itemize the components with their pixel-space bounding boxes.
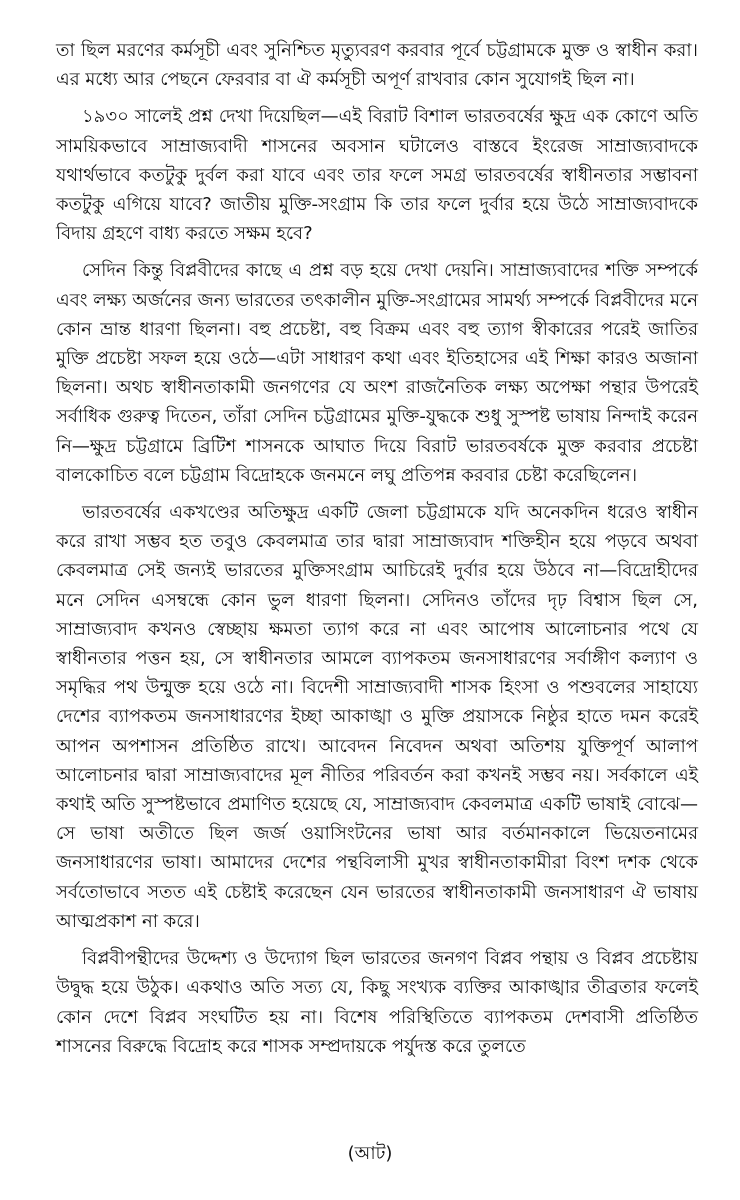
paragraph-1: তা ছিল মরণের কর্মসূচী এবং সুনিশ্চিত মৃত্যুবরণ করবার পূর্বে চট্টগ্রামকে মুক্ত ও স্বাধীন করা। এর মধ্যে আর পেছনে ফেরবার বা ঐ কর্মসূচী অপূর্ণ রাখবার কোন সুযোগই ছিল না। [56,40,698,91]
paragraph-3: সেদিন কিন্তু বিপ্লবীদের কাছে এ প্রশ্ন বড় হয়ে দেখা দেয়নি। সাম্রাজ্যবাদের শক্তি সম্পর্কে এবং লক্ষ্য অর্জনের জন্য ভারতের তৎকালীন মুক্তি-সংগ্রামের সামর্থ্য সম্পর্কে বিপ্লবীদের মনে কোন ভ্রান্ত ধারণা ছিলনা। বহু প্রচেষ্টা, বহু বিক্রম এবং বহু ত্যাগ স্বীকারের পরেই জাতির মুক্তি প্রচেষ্টা সফল হয়ে ওঠে—এটা সাধারণ কথা এবং ইতিহাসের এই শিক্ষা কারও অজানা ছিলনা। অথচ স্বাধীনতাকামী জনগণের যে অংশ রাজনৈতিক লক্ষ্য অপেক্ষা পন্থার উপরেই সর্বাধিক গুরুত্ব দিতেন, তাঁরা সেদিন চট্টগ্রামের মুক্তি-যুদ্ধকে শুধু সুস্পষ্ট ভাষায় নিন্দাই করেন নি—ক্ষুদ্র চট্টগ্রামে ব্রিটিশ শাসনকে আঘাত দিয়ে বিরাট ভারতবর্ষকে মুক্ত করবার প্রচেষ্টা বালকোচিত বলে চট্টগ্রাম বিদ্রোহকে জনমনে লঘু প্রতিপন্ন করবার চেষ্টা করেছিলেন। [56,260,698,486]
paragraph-2: ১৯৩০ সালেই প্রশ্ন দেখা দিয়েছিল—এই বিরাট বিশাল ভারতবর্ষের ক্ষুদ্র এক কোণে অতি সাময়িকভাবে সাম্রাজ্যবাদী শাসনের অবসান ঘটালেও বাস্তবে ইংরেজ সাম্রাজ্যবাদকে যথার্থভাবে কতটুকু দুর্বল করা যাবে এবং তার ফলে সমগ্র ভারতবর্ষের স্বাধীনতার সম্ভাবনা কতটুকু এগিয়ে যাবে? জাতীয় মুক্তি-সংগ্রাম কি তার ফলে দুর্বার হয়ে উঠে সাম্রাজ্যবাদকে বিদায় গ্রহণে বাধ্য করতে সক্ষম হবে? [56,106,698,245]
body-text [56,36,698,1061]
page-number: (আট) [347,1143,393,1164]
paragraph-5: বিপ্লবীপন্থীদের উদ্দেশ্য ও উদ্যোগ ছিল ভারতের জনগণ বিপ্লব পন্থায় ও বিপ্লব প্রচেষ্টায় উদ্বুদ্ধ হয়ে উঠুক। একথাও অতি সত্য যে, কিছু সংখ্যক ব্যক্তির আকাঙ্খার তীব্রতার ফলেই কোন দেশে বিপ্লব সংঘটিত হয় না। বিশেষ পরিস্থিতিতে ব্যাপকতম দেশবাসী প্রতিষ্ঠিত শাসনের বিরুদ্ধে বিদ্রোহ করে শাসক সম্প্রদায়কে পর্যুদস্ত করে তুলতে [56,948,698,1057]
paragraph-4: ভারতবর্ষের একখণ্ডের অতিক্ষুদ্র একটি জেলা চট্টগ্রামকে যদি অনেকদিন ধরেও স্বাধীন করে রাখা সম্ভব হত তবুও কেবলমাত্র তার দ্বারা সাম্রাজ্যবাদ শক্তিহীন হয়ে পড়বে অথবা কেবলমাত্র সেই জন্যই ভারতের মুক্তিসংগ্রাম আচিরেই দুর্বার হয়ে উঠবে না—বিদ্রোহীদের মনে সেদিন এসম্বন্ধে কোন ভুল ধারণা ছিলনা। সেদিনও তাঁদের দৃঢ় বিশ্বাস ছিল সে, সাম্রাজ্যবাদ কখনও স্বেচ্ছায় ক্ষমতা ত্যাগ করে না এবং আপোষ আলোচনার পথে যে স্বাধীনতার পত্তন হয়, সে স্বাধীনতার আমলে ব্যাপকতম জনসাধারণের সর্বাঙ্গীণ কল্যাণ ও সমৃদ্ধির পথ উন্মুক্ত হয়ে ওঠে না। বিদেশী সাম্রাজ্যবাদী শাসক হিংসা ও পশুবলের সাহায্যে দেশের ব্যাপকতম জনসাধারণের ইচ্ছা আকাঙ্খা ও মুক্তি প্রয়াসকে নিষ্ঠুর হাতে দমন করেই আপন অপশাসন প্রতিষ্ঠিত রাখে। আবেদন নিবেদন অথবা অতিশয় যুক্তিপূর্ণ আলাপ আলোচনার দ্বারা সাম্রাজ্যবাদের মূল নীতির পরিবর্তন করা কখনই সম্ভব নয়। সর্বকালে এই কথাই অতি সুস্পষ্টভাবে প্রমাণিত হয়েছে যে, সাম্রাজ্যবাদ কেবলমাত্র একটি ভাষাই বোঝে—সে ভাষা অতীতে ছিল জর্জ ওয়াসিংটনের ভাষা আর বর্তমানকালে ভিয়েতনামের জনসাধারণের ভাষা। আমাদের দেশের পন্থবিলাসী মুখর স্বাধীনতাকামীরা বিংশ দশক থেকে সর্বতোভাবে সতত এই চেষ্টাই করেছেন যেন ভারতের স্বাধীনতাকামী জনসাধারণ ঐ ভাষায় আত্মপ্রকাশ না করে। [56,502,698,932]
